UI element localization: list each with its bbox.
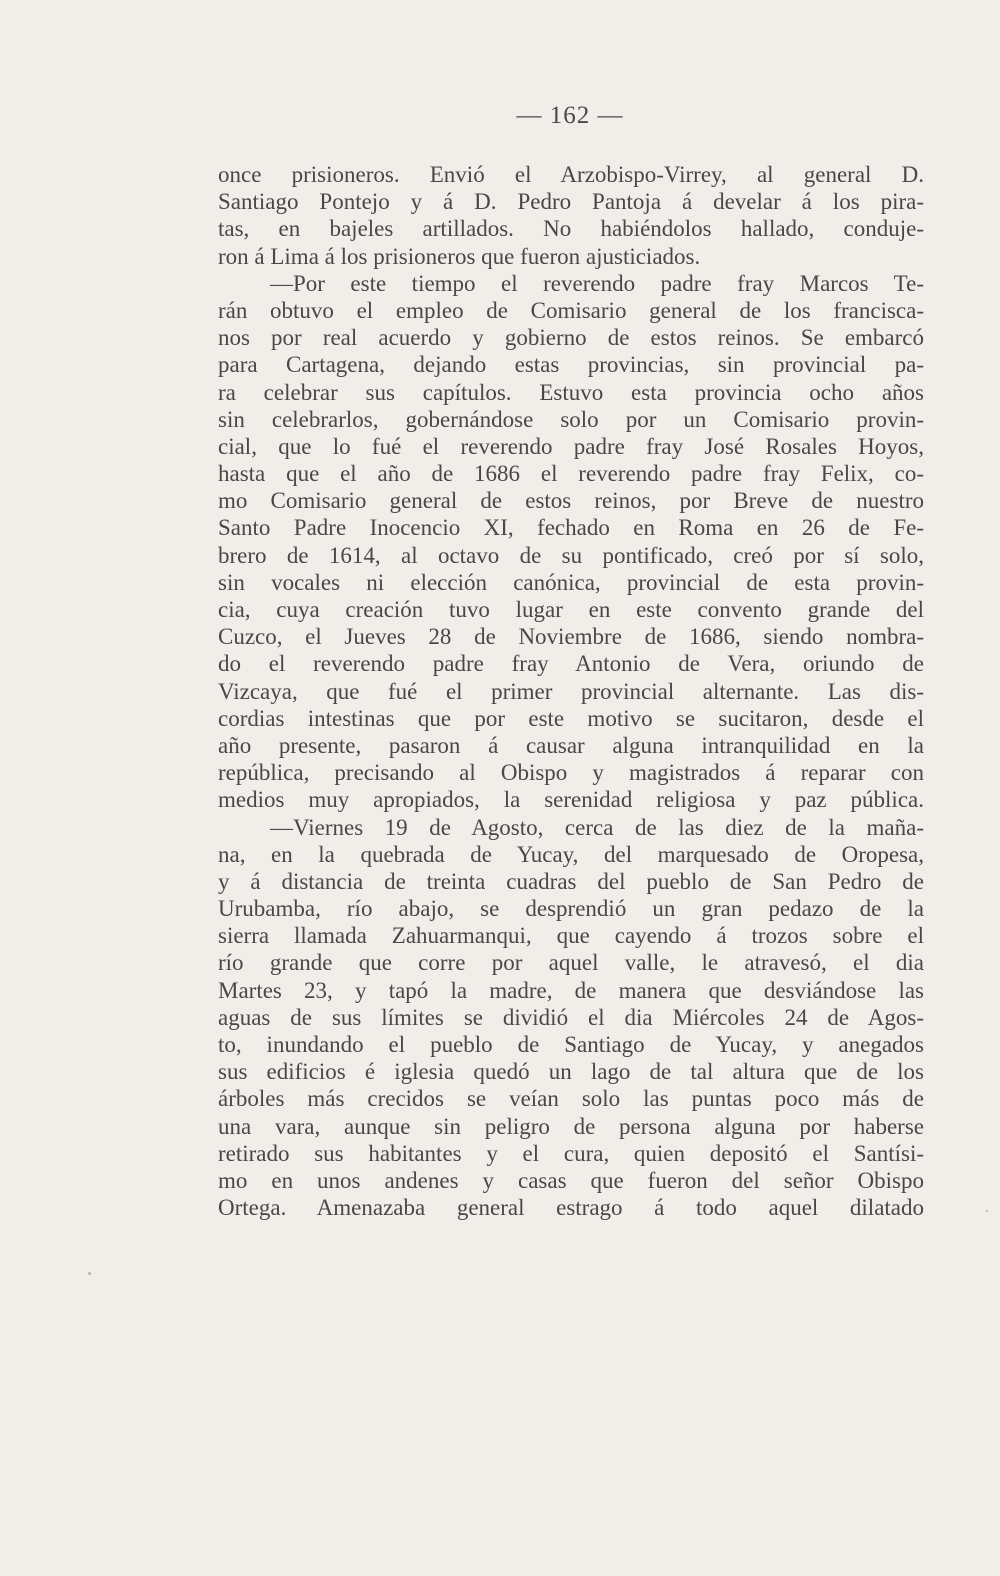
text-line: república, precisando al Obispo y magistrados á reparar con <box>218 760 924 786</box>
text-line: rán obtuvo el empleo de Comisario general de los francisca- <box>218 297 924 323</box>
text-line: mo Comisario general de estos reinos, por Breve de nuestro <box>218 488 924 514</box>
text-line: Ortega. Amenazaba general estrago á todo aquel dilatado <box>218 1195 924 1221</box>
text-line: Santo Padre Inocencio XI, fechado en Roma en 26 de Fe- <box>218 515 924 541</box>
text-line: sin celebrarlos, gobernándose solo por un Comisario provin- <box>218 406 924 432</box>
text-line: mo en unos andenes y casas que fueron del señor Obispo <box>218 1167 924 1193</box>
page-number: — 162 — <box>516 102 624 129</box>
text-line: Vizcaya, que fué el primer provincial alternante. Las dis- <box>218 678 924 704</box>
text-line: retirado sus habitantes y el cura, quien depositó el Santísi- <box>218 1140 924 1166</box>
text-line: cial, que lo fué el reverendo padre fray José Rosales Hoyos, <box>218 433 924 459</box>
text-line: —Por este tiempo el reverendo padre fray Marcos Te- <box>270 270 924 296</box>
text-line: brero de 1614, al octavo de su pontificado, creó por sí solo, <box>218 542 924 568</box>
text-line: y á distancia de treinta cuadras del pueblo de San Pedro de <box>218 868 924 894</box>
text-line: medios muy apropiados, la serenidad religiosa y paz pública. <box>218 787 924 813</box>
text-line: nos por real acuerdo y gobierno de estos reinos. Se embarcó <box>218 325 924 351</box>
text-line: hasta que el año de 1686 el reverendo padre fray Felix, co- <box>218 461 924 487</box>
text-line: una vara, aunque sin peligro de persona alguna por haberse <box>218 1113 924 1139</box>
text-line: cordias intestinas que por este motivo se sucitaron, desde el <box>218 705 924 731</box>
text-line: once prisioneros. Envió el Arzobispo-Virrey, al general D. <box>218 162 924 187</box>
text-line: do el reverendo padre fray Antonio de Vera, oriundo de <box>218 651 924 677</box>
text-line: ron á Lima á los prisioneros que fueron ajusticiados. <box>218 243 701 269</box>
text-line: río grande que corre por aquel valle, le atravesó, el dia <box>218 950 924 976</box>
body-text <box>218 161 924 1221</box>
text-line: to, inundando el pueblo de Santiago de Yucay, y anegados <box>218 1032 924 1057</box>
text-line: na, en la quebrada de Yucay, del marquesado de Oropesa, <box>218 841 924 867</box>
text-line: sin vocales ni elección canónica, provincial de esta provin- <box>218 569 924 595</box>
text-line: para Cartagena, dejando estas provincias, sin provincial pa- <box>218 352 924 378</box>
text-line: aguas de sus límites se dividió el dia Miércoles 24 de Agos- <box>218 1004 924 1030</box>
text-line: año presente, pasaron á causar alguna intranquilidad en la <box>218 732 924 758</box>
text-line: tas, en bajeles artillados. No habiéndolos hallado, conduje- <box>218 216 924 242</box>
text-line: sus edificios é iglesia quedó un lago de tal altura que de los <box>218 1059 924 1085</box>
text-line: Martes 23, y tapó la madre, de manera que desviándose las <box>218 977 924 1003</box>
text-line: sierra llamada Zahuarmanqui, que cayendo á trozos sobre el <box>218 923 924 949</box>
text-line: Urubamba, río abajo, se desprendió un gran pedazo de la <box>218 896 924 922</box>
text-line: Santiago Pontejo y á D. Pedro Pantoja á develar á los pira- <box>218 189 924 215</box>
paper-speck <box>986 1210 988 1212</box>
text-line: Cuzco, el Jueves 28 de Noviembre de 1686, siendo nombra- <box>218 624 924 650</box>
text-line: —Viernes 19 de Agosto, cerca de las diez de la maña- <box>270 814 924 840</box>
text-line: árboles más crecidos se veían solo las puntas poco más de <box>218 1086 924 1112</box>
text-line: ra celebrar sus capítulos. Estuvo esta provincia ocho años <box>218 379 924 405</box>
paper-speck <box>88 1272 91 1275</box>
text-line: cia, cuya creación tuvo lugar en este convento grande del <box>218 597 924 622</box>
